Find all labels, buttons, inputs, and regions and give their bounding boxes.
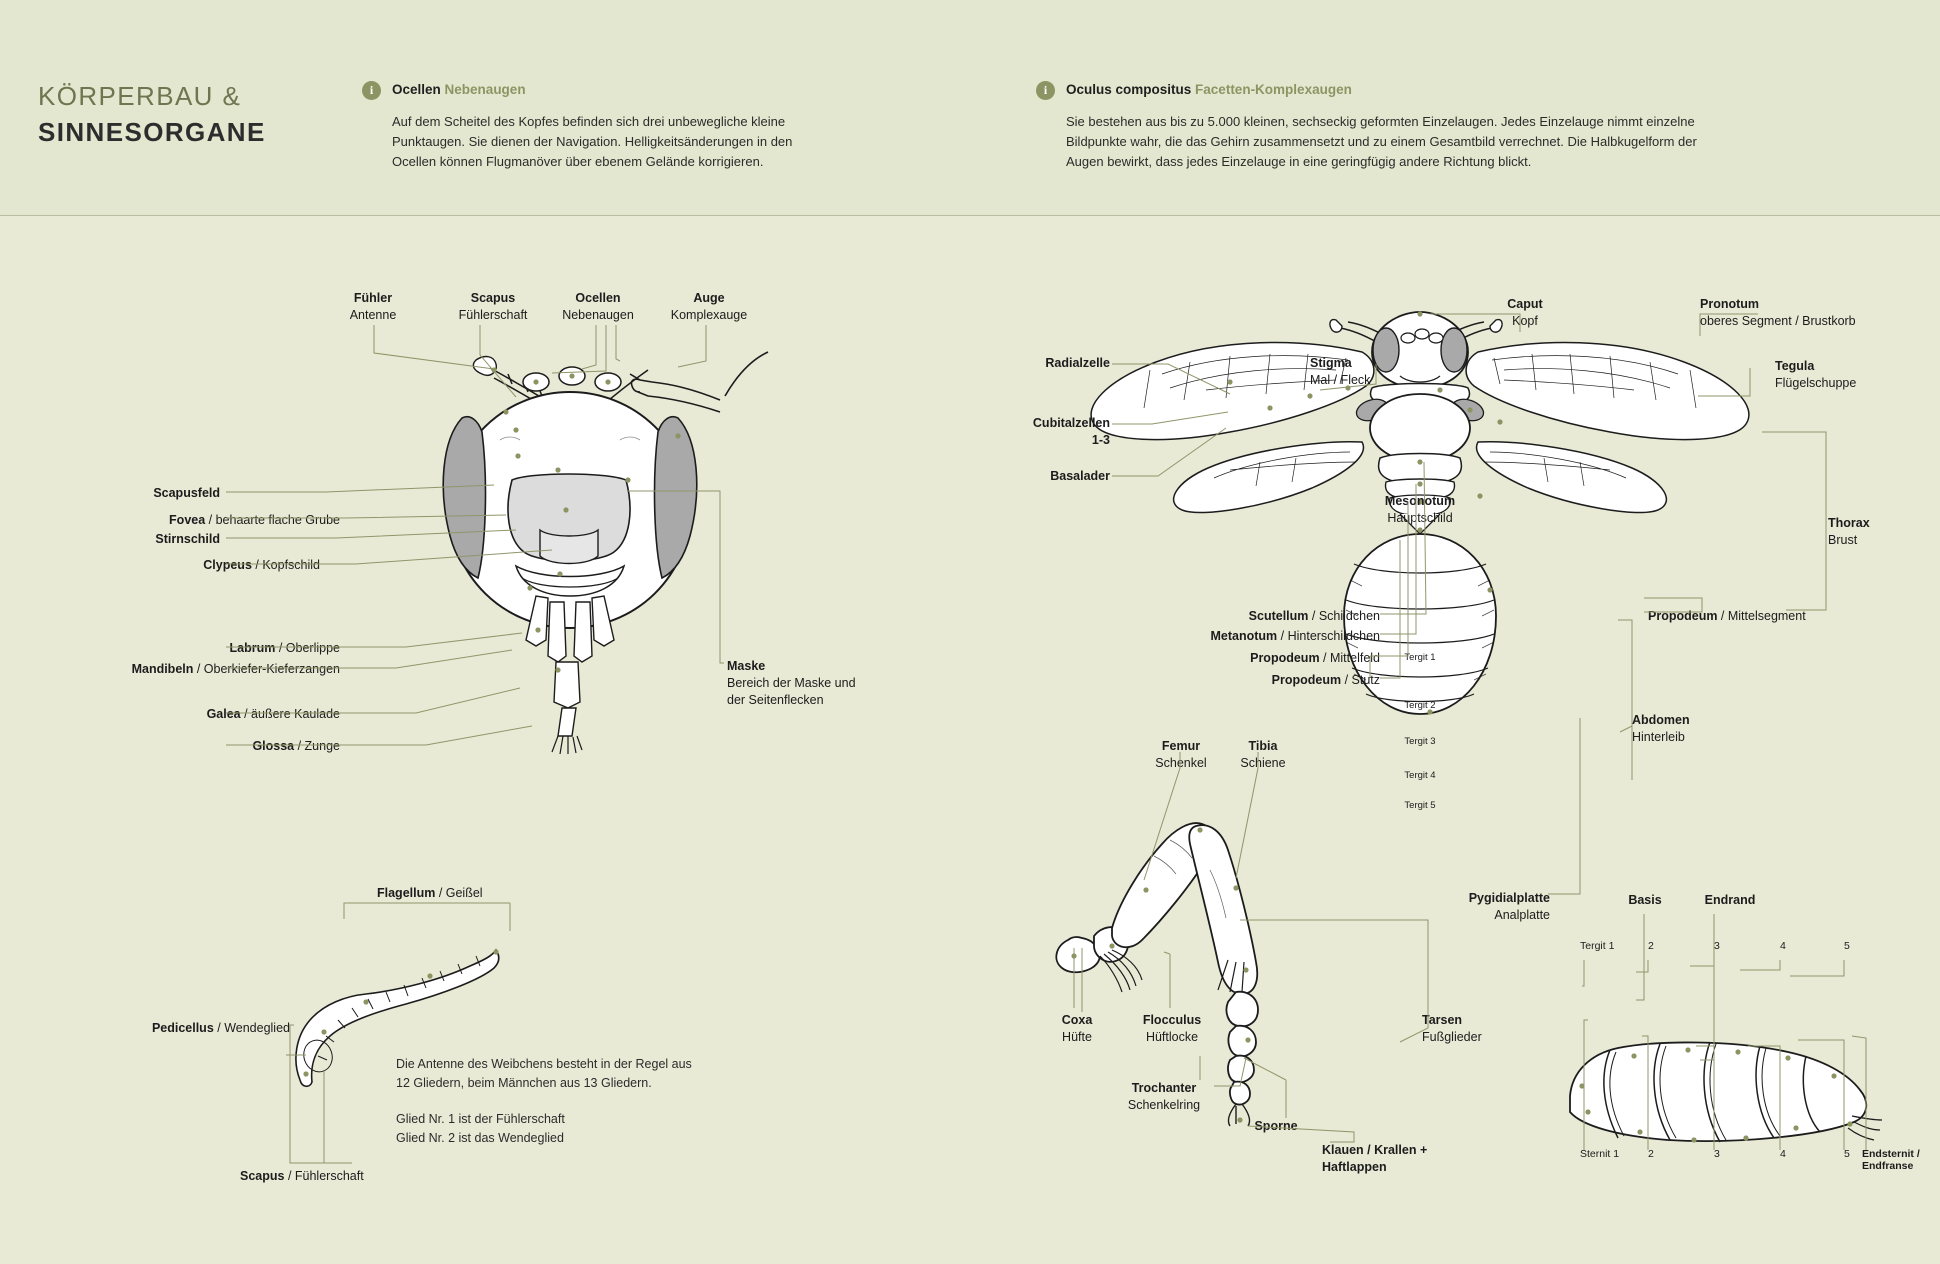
- label-ocellen-head-sub: Nebenaugen: [562, 308, 634, 322]
- tergit-lateral-label-1: Tergit 1: [1580, 940, 1615, 952]
- label-basis: [1600, 892, 1690, 909]
- note-oculus-term: Oculus compositus: [1066, 82, 1192, 97]
- note-oculus: [1036, 80, 1716, 172]
- label-cubitalzellen-sub: 1-3: [1091, 433, 1110, 447]
- label-fovea-bold: Fovea: [169, 513, 206, 527]
- label-propodeum-mittelsegment-sub: / Mittelsegment: [1717, 609, 1806, 623]
- note-ocellen-term-sub: Nebenaugen: [444, 82, 526, 97]
- tergit-label-5: Tergit 5: [1404, 800, 1436, 811]
- page-title-line2: SINNESORGANE: [38, 117, 266, 147]
- body-left-leaders: [1112, 350, 1242, 510]
- label-basalader-bold: Basalader: [1050, 469, 1110, 483]
- tergit-label-2: Tergit 2: [1404, 700, 1436, 711]
- label-basalader: [1000, 468, 1110, 485]
- antenna-text-block-1: [396, 1055, 756, 1093]
- label-scapus-head-bold: Scapus: [470, 291, 516, 305]
- label-scapus-head-sub: Fühlerschaft: [458, 308, 528, 322]
- label-scapus-antenna-sub: / Fühlerschaft: [284, 1169, 364, 1183]
- label-caput-sub: Kopf: [1512, 314, 1538, 328]
- label-tibia-bold: Tibia: [1248, 739, 1278, 753]
- head-top-leaders: [330, 325, 850, 435]
- page-title-line1: KÖRPERBAU &: [38, 81, 242, 111]
- label-abdomen-bold: Abdomen: [1632, 713, 1690, 727]
- note-ocellen-term: Ocellen: [392, 82, 441, 97]
- label-flagellum-bold: Flagellum: [377, 886, 436, 900]
- label-galea-bold: Galea: [206, 707, 241, 721]
- pygidialplatte-leader: [1548, 718, 1668, 898]
- label-tegula-sub: Flügelschuppe: [1775, 376, 1857, 390]
- label-pygidialplatte-bold: Pygidialplatte: [1468, 891, 1550, 905]
- antenna-text-1-line2: 12 Gliedern, beim Männchen aus 13 Gliedern.: [396, 1076, 652, 1090]
- label-trochanter-bold: Trochanter: [1131, 1081, 1197, 1095]
- note-ocellen-heading: [392, 80, 822, 99]
- sternit-label-5: 5: [1844, 1148, 1850, 1160]
- label-maske-bold: Maske: [727, 659, 766, 673]
- label-metanotum: [1140, 628, 1380, 645]
- tergit-label-1: Tergit 1: [1404, 652, 1436, 663]
- label-clypeus-sub: / Kopfschild: [251, 558, 320, 572]
- label-propodeum-stutz-bold: Propodeum: [1271, 673, 1342, 687]
- label-auge-head-bold: Auge: [693, 291, 725, 305]
- label-stigma-bold: Stigma: [1310, 356, 1352, 370]
- sternit-label-2: 2: [1648, 1148, 1654, 1160]
- label-fuehler-sub: Antenne: [349, 308, 397, 322]
- label-tarsen-sub: Fußglieder: [1422, 1030, 1482, 1044]
- label-auge-head-sub: Komplexauge: [670, 308, 748, 322]
- label-endsternit-line1: Endsternit /: [1862, 1148, 1920, 1160]
- label-mesonotum: [1375, 493, 1465, 527]
- abdomen-leaders: [1548, 910, 1908, 1180]
- label-femur-bold: Femur: [1161, 739, 1201, 753]
- label-radialzelle: [1000, 355, 1110, 372]
- label-fuehler-bold: Fühler: [353, 291, 393, 305]
- label-metanotum-bold: Metanotum: [1210, 629, 1278, 643]
- label-femur-sub: Schenkel: [1155, 756, 1207, 770]
- label-klauen-bold: Klauen / Krallen +: [1322, 1143, 1428, 1157]
- label-scapusfeld: [20, 485, 220, 502]
- body-top-leaders: [1280, 312, 1840, 442]
- antenna-text-block-2: [396, 1110, 756, 1148]
- label-cubitalzellen-bold: Cubitalzellen: [1032, 416, 1110, 430]
- label-metanotum-sub: / Hinterschildchen: [1277, 629, 1380, 643]
- leg-leaders: [1040, 760, 1463, 1190]
- tergit-label-4: Tergit 4: [1404, 770, 1436, 781]
- label-scapus-antenna-bold: Scapus: [240, 1169, 285, 1183]
- label-maske-sub2: der Seitenflecken: [727, 693, 824, 707]
- label-labrum-bold: Labrum: [229, 641, 276, 655]
- info-icon: i: [1036, 81, 1055, 100]
- label-galea-sub: / äußere Kaulade: [240, 707, 340, 721]
- header-band: [0, 0, 1940, 216]
- label-tegula-bold: Tegula: [1775, 359, 1815, 373]
- antenna-text-1-line1: Die Antenne des Weibchens besteht in der Regel aus: [396, 1057, 692, 1071]
- label-coxa-sub: Hüfte: [1062, 1030, 1092, 1044]
- tergit-lateral-label-4: 4: [1780, 940, 1786, 952]
- label-mesonotum-sub: Hauptschild: [1387, 511, 1453, 525]
- label-ocellen-head: [548, 290, 648, 324]
- label-propodeum-mittelfeld-bold: Propodeum: [1250, 651, 1320, 665]
- label-fuehler: [330, 290, 416, 324]
- label-mandibeln-bold: Mandibeln: [131, 662, 194, 676]
- sternit-label-1: Sternit 1: [1580, 1148, 1620, 1160]
- label-flagellum-sub: / Geißel: [435, 886, 483, 900]
- antenna-text-2-line2: Glied Nr. 2 ist das Wendeglied: [396, 1131, 564, 1145]
- label-mesonotum-bold: Mesonotum: [1384, 494, 1456, 508]
- label-caput-bold: Caput: [1507, 297, 1543, 311]
- label-pronotum-sub: oberes Segment / Brustkorb: [1700, 314, 1856, 328]
- label-basis-bold: Basis: [1628, 893, 1662, 907]
- label-coxa-bold: Coxa: [1061, 1013, 1093, 1027]
- label-flocculus-bold: Flocculus: [1142, 1013, 1202, 1027]
- label-endrand-bold: Endrand: [1704, 893, 1756, 907]
- label-scapusfeld-bold: Scapusfeld: [153, 486, 220, 500]
- label-flocculus-sub: Hüftlocke: [1145, 1030, 1199, 1044]
- head-left-leaders: [226, 470, 546, 770]
- label-thorax-sub: Brust: [1828, 533, 1858, 547]
- label-propodeum-mittelfeld-sub: / Mittelfeld: [1319, 651, 1380, 665]
- label-stirnschild: [20, 531, 220, 548]
- tergit-lateral-label-3: 3: [1714, 940, 1720, 952]
- label-scutellum-sub: / Schildchen: [1308, 609, 1380, 623]
- label-scapus-head: [438, 290, 548, 324]
- label-propodeum-stutz: [1140, 672, 1380, 689]
- label-pedicellus-sub: / Wendeglied: [213, 1021, 290, 1035]
- label-endsternit-line2: Endfranse: [1862, 1160, 1914, 1172]
- label-cubitalzellen: [1000, 415, 1110, 449]
- label-propodeum-mittelsegment-bold: Propodeum: [1648, 609, 1718, 623]
- label-pedicellus: [90, 1020, 290, 1037]
- label-abdomen-sub: Hinterleib: [1632, 730, 1685, 744]
- info-icon: i: [362, 81, 381, 100]
- note-ocellen: [362, 80, 822, 172]
- label-endrand: [1680, 892, 1780, 909]
- note-oculus-text: Sie bestehen aus bis zu 5.000 kleinen, sechseckig geformten Einzelaugen. Jedes Einzelauge nimmt einzelne Bildpunkte wahr, die das Gehirn zusammensetzt und zu einem Gesamtbild verrechnet. Die Halbkugelform der Augen bewirkt, dass jedes Einzelauge in eine geringfügig andere Richtung blickt.: [1066, 114, 1697, 169]
- label-fovea-sub: / behaarte flache Grube: [205, 513, 340, 527]
- label-stirnschild-bold: Stirnschild: [155, 532, 220, 546]
- label-glossa-bold: Glossa: [252, 739, 295, 753]
- tergit-lateral-label-2: 2: [1648, 940, 1654, 952]
- label-scutellum: [1140, 608, 1380, 625]
- label-labrum-sub: / Oberlippe: [275, 641, 340, 655]
- sternit-label-3: 3: [1714, 1148, 1720, 1160]
- label-clypeus-bold: Clypeus: [203, 558, 252, 572]
- label-mandibeln-sub: / Oberkiefer-Kieferzangen: [193, 662, 340, 676]
- sternit-label-4: 4: [1780, 1148, 1786, 1160]
- label-pronotum-bold: Pronotum: [1700, 297, 1760, 311]
- label-propodeum-mittelfeld: [1140, 650, 1380, 667]
- page-title: [38, 78, 338, 150]
- label-propodeum-stutz-sub: / Stutz: [1341, 673, 1380, 687]
- label-pygidialplatte-sub: Analplatte: [1494, 908, 1550, 922]
- antenna-text-2-line1: Glied Nr. 1 ist der Fühlerschaft: [396, 1112, 565, 1126]
- label-ocellen-head-bold: Ocellen: [575, 291, 621, 305]
- label-tibia-sub: Schiene: [1240, 756, 1286, 770]
- label-tarsen-bold: Tarsen: [1422, 1013, 1463, 1027]
- note-oculus-heading: [1066, 80, 1716, 99]
- label-glossa-sub: / Zunge: [294, 739, 340, 753]
- note-ocellen-text: Auf dem Scheitel des Kopfes befinden sich drei unbewegliche kleine Punktaugen. Sie dienen der Navigation. Helligkeitsänderungen in den Ocellen können Flugmanöver über ebenem Gelände korrigieren.: [392, 114, 793, 169]
- label-stigma-sub: Mal / Fleck: [1310, 373, 1371, 387]
- tergit-lateral-label-5: 5: [1844, 940, 1850, 952]
- label-auge-head: [654, 290, 764, 324]
- label-sporne-bold: Sporne: [1254, 1119, 1298, 1133]
- label-pedicellus-bold: Pedicellus: [151, 1021, 214, 1035]
- label-radialzelle-bold: Radialzelle: [1045, 356, 1110, 370]
- label-klauen-sub: Haftlappen: [1322, 1160, 1387, 1174]
- label-maske-sub1: Bereich der Maske und: [727, 676, 856, 690]
- maske-leader: [620, 485, 840, 685]
- label-trochanter-sub: Schenkelring: [1127, 1098, 1201, 1112]
- label-scutellum-bold: Scutellum: [1248, 609, 1309, 623]
- note-oculus-term-sub: Facetten-Komplexaugen: [1195, 82, 1352, 97]
- label-thorax-bold: Thorax: [1828, 516, 1870, 530]
- tergit-label-3: Tergit 3: [1404, 736, 1436, 747]
